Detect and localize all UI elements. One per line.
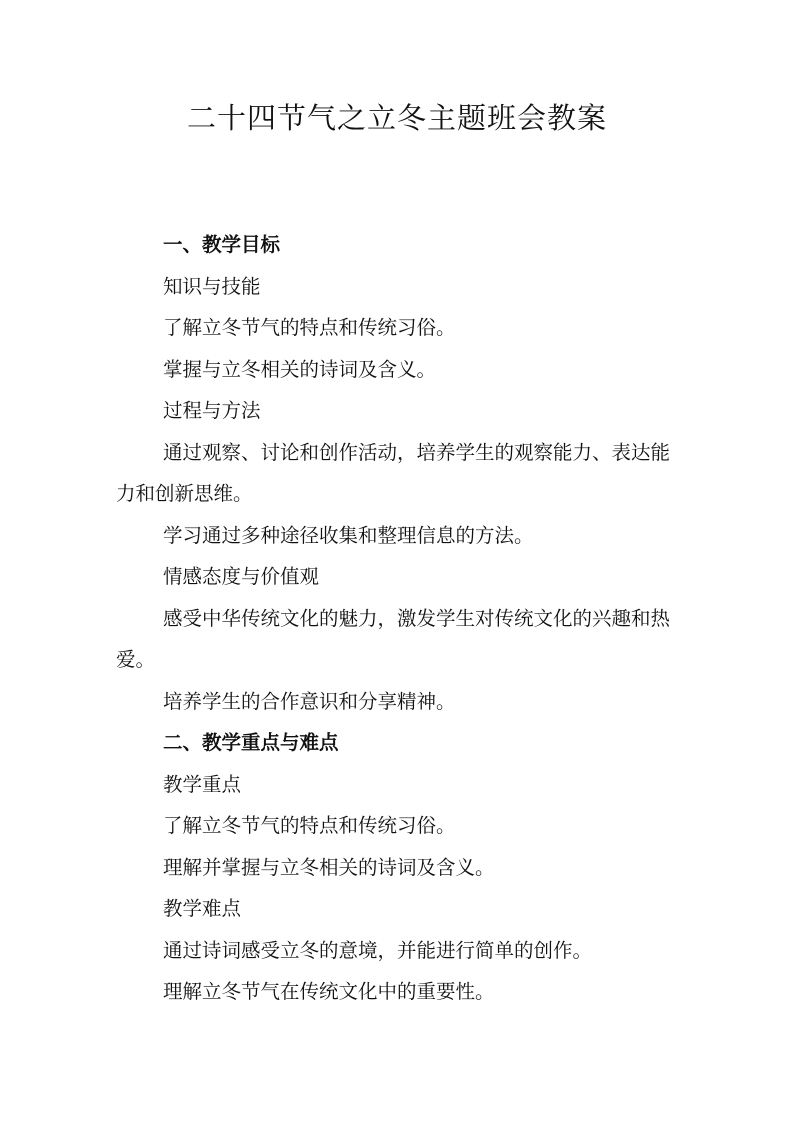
paragraph: 理解立冬节气在传统文化中的重要性。 xyxy=(163,980,495,1003)
paragraph: 知识与技能 xyxy=(163,274,261,298)
paragraph: 通过观察、讨论和创作活动，培养学生的观察能力、表达能力和创新思维。 xyxy=(116,440,671,505)
paragraph: 掌握与立冬相关的诗词及含义。 xyxy=(163,357,437,381)
paragraph: 学习通过多种途径收集和整理信息的方法。 xyxy=(163,523,534,547)
paragraph: 了解立冬节气的特点和传统习俗。 xyxy=(163,316,456,339)
page-title: 二十四节气之立冬主题班会教案 xyxy=(186,101,607,135)
paragraph: 理解并掌握与立冬相关的诗词及含义。 xyxy=(163,855,495,879)
paragraph: 培养学生的合作意识和分享精神。 xyxy=(163,689,456,713)
paragraph: 过程与方法 xyxy=(163,399,261,422)
paragraph: 通过诗词感受立冬的意境，并能进行简单的创作。 xyxy=(163,938,593,962)
paragraph: 了解立冬节气的特点和传统习俗。 xyxy=(163,814,456,837)
paragraph: 情感态度与价值观 xyxy=(163,565,320,588)
paragraph: 教学重点 xyxy=(163,772,242,796)
section-heading-objectives: 一、教学目标 xyxy=(163,233,281,256)
paragraph: 教学难点 xyxy=(163,897,242,920)
document-body xyxy=(116,224,680,1013)
paragraph: 感受中华传统文化的魅力，激发学生对传统文化的兴趣和热爱。 xyxy=(116,606,671,671)
section-heading-key-points: 二、教学重点与难点 xyxy=(163,731,339,754)
